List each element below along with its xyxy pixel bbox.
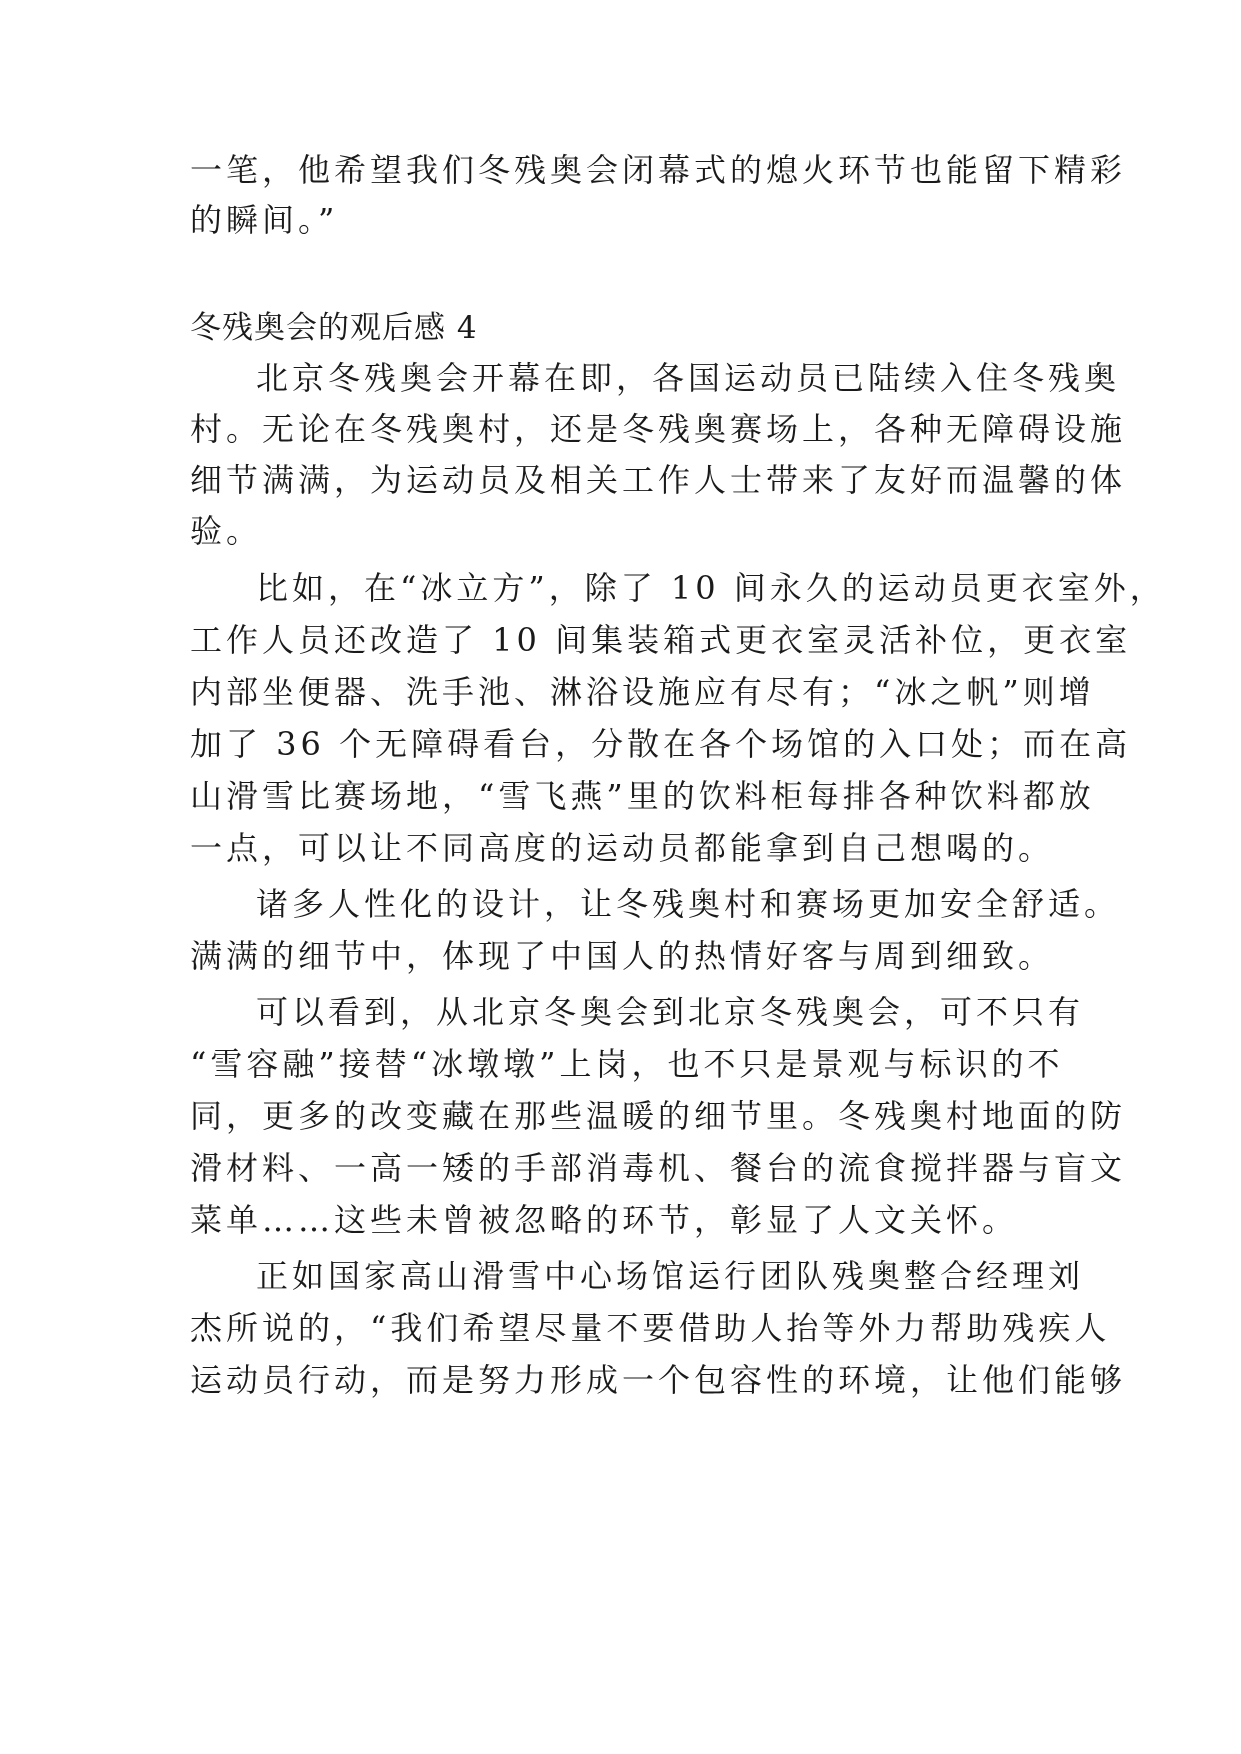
paragraph-line: 同，更多的改变藏在那些温暖的细节里。冬残奥村地面的防 [190, 1097, 1127, 1135]
paragraph-line: “雪容融”接替“冰墩墩”上岗，也不只是景观与标识的不 [190, 1045, 1064, 1083]
section-title: 冬残奥会的观后感 4 [190, 310, 478, 346]
paragraph-line: 加了 36 个无障碍看台，分散在各个场馆的入口处；而在高 [190, 725, 1132, 763]
paragraph-line: 运动员行动，而是努力形成一个包容性的环境，让他们能够 [190, 1361, 1127, 1399]
paragraph-line: 验。 [190, 512, 263, 550]
paragraph-line: 工作人员还改造了 10 间集装箱式更衣室灵活补位，更衣室 [190, 621, 1132, 659]
prev-paragraph-line: 一笔，他希望我们冬残奥会闭幕式的熄火环节也能留下精彩 [190, 151, 1127, 189]
paragraph-line: 北京冬残奥会开幕在即，各国运动员已陆续入住冬残奥 [256, 359, 1121, 397]
paragraph-line: 满满的细节中，体现了中国人的热情好客与周到细致。 [190, 937, 1055, 975]
paragraph-line: 村。无论在冬残奥村，还是冬残奥赛场上，各种无障碍设施 [190, 410, 1127, 448]
paragraph-line: 诸多人性化的设计，让冬残奥村和赛场更加安全舒适。 [256, 885, 1121, 923]
paragraph-line: 内部坐便器、洗手池、淋浴设施应有尽有；“冰之帆”则增 [190, 673, 1095, 711]
paragraph-line: 可以看到，从北京冬奥会到北京冬残奥会，可不只有 [256, 993, 1085, 1031]
paragraph-line: 山滑雪比赛场地，“雪飞燕”里的饮料柜每排各种饮料都放 [190, 777, 1095, 815]
paragraph-line: 菜单……这些未曾被忽略的环节，彰显了人文关怀。 [190, 1201, 1019, 1239]
paragraph-line: 杰所说的，“我们希望尽量不要借助人抬等外力帮助残疾人 [190, 1309, 1111, 1347]
paragraph-line: 正如国家高山滑雪中心场馆运行团队残奥整合经理刘 [256, 1257, 1085, 1295]
paragraph-line: 滑材料、一高一矮的手部消毒机、餐台的流食搅拌器与盲文 [190, 1149, 1127, 1187]
paragraph-line: 比如，在“冰立方”，除了 10 间永久的运动员更衣室外， [256, 569, 1166, 607]
paragraph-line: 细节满满，为运动员及相关工作人士带来了友好而温馨的体 [190, 461, 1127, 499]
prev-paragraph-line: 的瞬间。” [190, 201, 339, 239]
paragraph-line: 一点，可以让不同高度的运动员都能拿到自己想喝的。 [190, 829, 1055, 867]
